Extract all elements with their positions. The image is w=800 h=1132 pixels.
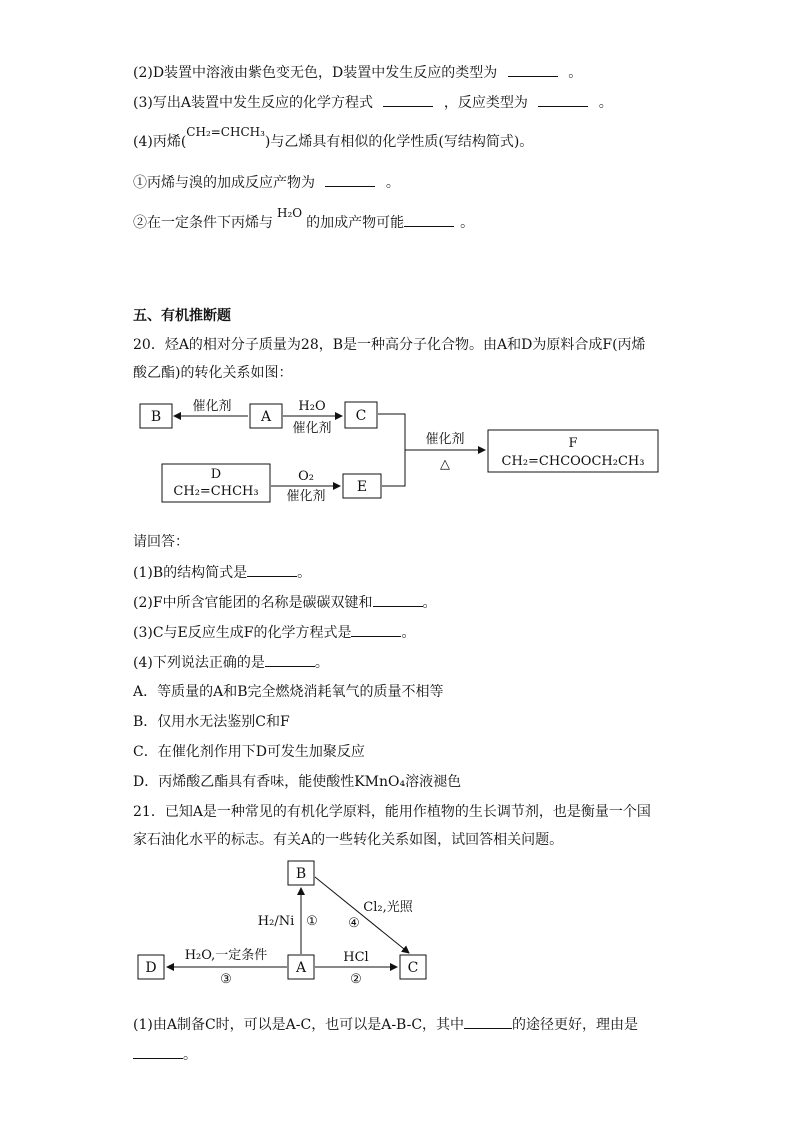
q21-reaction-diagram	[130, 855, 440, 990]
label-B: B	[295, 866, 307, 882]
cl2-light-label: Cl₂,光照	[363, 900, 413, 915]
q19-part4-2-end: 。	[460, 215, 475, 231]
label-E: E	[356, 479, 368, 495]
q20-intro-line1: 20．烃A的相对分子质量为28，B是一种高分子化合物。由A和D为原料合成F(丙烯	[133, 337, 646, 353]
arrow-B-to-C	[315, 877, 409, 953]
q20-q3-text: (3)C与E反应生成F的化学方程式是	[133, 625, 352, 641]
q20-q2-text: (2)F中所含官能团的名称是碳碳双键和	[133, 595, 373, 611]
q21-q1-text-a: (1)由A制备C时，可以是A-C，也可以是A-B-C，其中	[133, 1017, 465, 1033]
q20-question2	[133, 592, 437, 613]
q20-question4	[133, 652, 329, 673]
answer-blank[interactable]	[464, 1014, 512, 1029]
water-formula: H₂O	[277, 206, 303, 220]
q19-part4-1-text: ①丙烯与溴的加成反应产物为	[133, 175, 315, 191]
q20-q1-text: (1)B的结构简式是	[133, 565, 248, 581]
q20-option-B[interactable]: B．仅用水无法鉴别C和F	[133, 714, 290, 730]
label-A: A	[295, 960, 307, 976]
q20-option-C[interactable]: C．在催化剂作用下D可发生加聚反应	[133, 744, 365, 760]
answer-blank[interactable]	[265, 652, 315, 667]
q19-part4	[133, 125, 534, 152]
q21-q1-end: 。	[183, 1047, 197, 1063]
q21-intro-line1: 21．已知A是一种常见的有机化学原料，能用作植物的生长调节剂，也是衡量一个国	[133, 804, 651, 820]
q20-intro-line2: 酸乙酯)的转化关系如图：	[133, 365, 293, 381]
catalyst-label-DE: 催化剂	[286, 489, 326, 504]
h2-ni-label: H₂/Ni	[257, 914, 295, 929]
catalyst-label-F: 催化剂	[425, 432, 465, 447]
q19-part2-text: (2)D装置中溶液由紫色变无色，D装置中发生反应的类型为	[133, 65, 498, 81]
q19-part4-2-text-b: 的加成产物可能	[306, 215, 405, 231]
step-1-label: ①	[306, 914, 318, 929]
q19-part2-end: 。	[568, 65, 583, 81]
q19-part3-end: 。	[598, 95, 613, 111]
o2-label: O₂	[298, 469, 314, 484]
q20-q2-end: 。	[422, 595, 437, 611]
label-B: B	[150, 409, 162, 425]
label-D: D	[145, 960, 157, 976]
catalyst-label-AB: 催化剂	[192, 399, 232, 414]
q19-part2	[133, 62, 582, 83]
answer-blank[interactable]	[373, 592, 423, 607]
q19-part4-text-b: )与乙烯具有相似的化学性质(写结构简式)。	[264, 134, 534, 150]
step-3-label: ③	[220, 972, 232, 987]
label-D: D	[210, 467, 222, 482]
label-F: F	[568, 436, 578, 451]
q20-q4-end: 。	[314, 655, 329, 671]
q21-question1	[133, 1014, 638, 1035]
formula-F: CH₂=CHCOOCH₂CH₃	[501, 454, 645, 469]
h2o-condition-label: H₂O,一定条件	[184, 948, 268, 963]
label-A: A	[260, 409, 272, 425]
answer-blank[interactable]	[351, 622, 401, 637]
answer-blank[interactable]	[508, 62, 558, 77]
q19-part4-1	[133, 172, 400, 193]
q21-q1-text-b: 的途径更好，理由是	[512, 1017, 639, 1033]
q20-question1	[133, 562, 311, 583]
q20-option-A[interactable]: A．等质量的A和B完全燃烧消耗氧气的质量不相等	[133, 684, 444, 700]
q19-part3-text-b: ，反应类型为	[443, 95, 528, 111]
q19-part4-2	[133, 206, 475, 233]
step-2-label: ②	[350, 972, 362, 987]
label-C: C	[407, 960, 419, 976]
answer-blank[interactable]	[383, 92, 433, 107]
hcl-label: HCl	[343, 950, 369, 965]
connector-C	[378, 414, 405, 486]
q20-option-D[interactable]: D．丙烯酸乙酯具有香味，能使酸性KMnO₄溶液褪色	[133, 774, 462, 790]
formula-D: CH₂=CHCH₃	[173, 484, 259, 499]
q20-q4-text: (4)下列说法正确的是	[133, 655, 265, 671]
h2o-label: H₂O	[298, 399, 326, 414]
heat-symbol: △	[440, 457, 450, 472]
answer-blank[interactable]	[247, 562, 297, 577]
q21-intro-line2: 家石油化水平的标志。有关A的一些转化关系如图，试回答相关问题。	[133, 832, 564, 848]
q20-q1-end: 。	[297, 565, 312, 581]
catalyst-label-AC: 催化剂	[292, 421, 332, 436]
q20-reaction-diagram	[130, 392, 670, 512]
q19-part4-2-text-a: ②在一定条件下丙烯与	[133, 215, 273, 231]
q19-part4-text-a: (4)丙烯(	[133, 134, 187, 150]
q19-part3-text-a: (3)写出A装置中发生反应的化学方程式	[133, 95, 373, 111]
step-4-label: ④	[348, 916, 360, 931]
q19-part4-1-end: 。	[385, 175, 400, 191]
propene-formula: CH₂=CHCH₃	[186, 125, 265, 139]
q20-question3	[133, 622, 415, 643]
q20-prompt: 请回答：	[133, 534, 189, 550]
answer-blank[interactable]	[133, 1044, 183, 1059]
q20-q3-end: 。	[401, 625, 416, 641]
answer-blank[interactable]	[538, 92, 588, 107]
q21-question1-cont	[133, 1044, 197, 1065]
label-C: C	[355, 408, 367, 424]
q19-part3	[133, 92, 613, 113]
section-heading: 五、有机推断题	[133, 308, 231, 324]
answer-blank[interactable]	[325, 172, 375, 187]
answer-blank[interactable]	[404, 212, 454, 227]
